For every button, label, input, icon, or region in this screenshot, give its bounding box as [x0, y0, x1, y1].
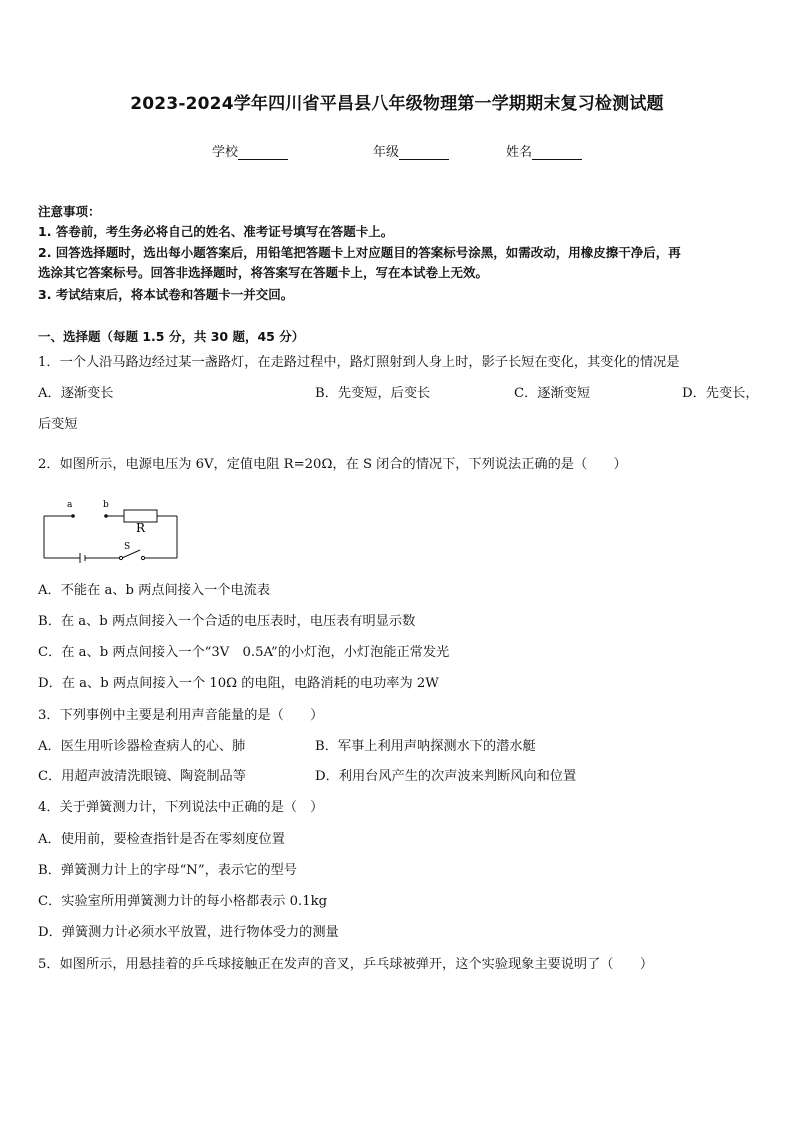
- grade-blank[interactable]: [399, 145, 449, 160]
- question-3-option-a: A．医生用听诊器检查病人的心、肺: [38, 739, 246, 754]
- question-3-stem: 3．下列事例中主要是利用声音能量的是（ ）: [38, 708, 324, 723]
- question-2-stem: 2．如图所示，电源电压为 6V，定值电阻 R=20Ω，在 S 闭合的情况下，下列说法正确的是（ ）: [38, 457, 627, 472]
- question-4-stem: 4．关于弹簧测力计，下列说法中正确的是（ ）: [38, 800, 324, 815]
- question-1-option-b: B．先变短，后变长: [315, 386, 431, 401]
- question-1-option-c: C．逐渐变短: [514, 386, 591, 401]
- page-title: 2023-2024学年四川省平昌县八年级物理第一学期期末复习检测试题: [130, 94, 664, 114]
- notice-item: 选涂其它答案标号。回答非选择题时，将答案写在答题卡上，写在本试卷上无效。: [38, 265, 489, 280]
- question-1-option-d-continuation: 后变短: [38, 417, 78, 432]
- terminal-a-dot: [71, 514, 75, 518]
- question-4-option-c: C．实验室所用弹簧测力计的每小格都表示 0.1kg: [38, 894, 328, 909]
- resistor-label: R: [136, 521, 146, 535]
- notice-item: 1. 答卷前，考生务必将自己的姓名、准考证号填写在答题卡上。: [38, 224, 394, 239]
- grade-label: 年级: [373, 145, 400, 160]
- notice-heading: 注意事项：: [38, 204, 101, 219]
- question-2-option-c: C．在 a、b 两点间接入一个“3V 0.5A”的小灯泡，小灯泡能正常发光: [38, 645, 450, 660]
- switch-pivot: [119, 556, 122, 559]
- switch-contact: [141, 556, 144, 559]
- question-1-option-a: A．逐渐变长: [38, 386, 114, 401]
- name-blank[interactable]: [532, 145, 582, 160]
- school-field: [212, 141, 288, 160]
- question-4-option-d: D．弹簧测力计必须水平放置，进行物体受力的测量: [38, 925, 339, 940]
- terminal-b-label: b: [103, 500, 109, 510]
- terminal-b-dot: [104, 514, 108, 518]
- name-field: [506, 141, 582, 160]
- question-2-option-d: D．在 a、b 两点间接入一个 10Ω 的电阻，电路消耗的电功率为 2W: [38, 676, 439, 691]
- question-4-option-a: A．使用前，要检查指针是否在零刻度位置: [38, 832, 285, 847]
- question-3-option-d: D．利用台风产生的次声波来判断风向和位置: [315, 769, 577, 784]
- section-heading: 一、选择题（每题 1.5 分，共 30 题，45 分）: [38, 329, 305, 344]
- school-blank[interactable]: [238, 145, 288, 160]
- notice-item: 2. 回答选择题时，选出每小题答案后，用铅笔把答题卡上对应题目的答案标号涂黑，如需改动，用橡皮擦干净后，再: [38, 245, 681, 260]
- question-5-stem: 5．如图所示，用悬挂着的乒乓球接触正在发声的音叉，乒乓球被弹开，这个实验现象主要说明了（ ）: [38, 957, 654, 972]
- question-1-option-d: D．先变长，: [682, 386, 759, 401]
- grade-field: [373, 141, 449, 160]
- name-label: 姓名: [506, 145, 533, 160]
- notice-item: 3. 考试结束后，将本试卷和答题卡一并交回。: [38, 287, 294, 302]
- question-2-option-a: A．不能在 a、b 两点间接入一个电流表: [38, 583, 271, 598]
- question-4-option-b: B．弹簧测力计上的字母“N”，表示它的型号: [38, 863, 297, 878]
- circuit-diagram: [40, 497, 200, 567]
- question-1-stem: 1．一个人沿马路边经过某一盏路灯，在走路过程中，路灯照射到人身上时，影子长短在变化，其变化的情况是: [38, 355, 680, 370]
- question-3-option-b: B．军事上利用声呐探测水下的潜水艇: [315, 739, 536, 754]
- question-2-option-b: B．在 a、b 两点间接入一个合适的电压表时，电压表有明显示数: [38, 614, 416, 629]
- school-label: 学校: [212, 145, 239, 160]
- switch-label: S: [124, 542, 131, 552]
- terminal-a-label: a: [67, 500, 73, 510]
- question-3-option-c: C．用超声波清洗眼镜、陶瓷制品等: [38, 769, 246, 784]
